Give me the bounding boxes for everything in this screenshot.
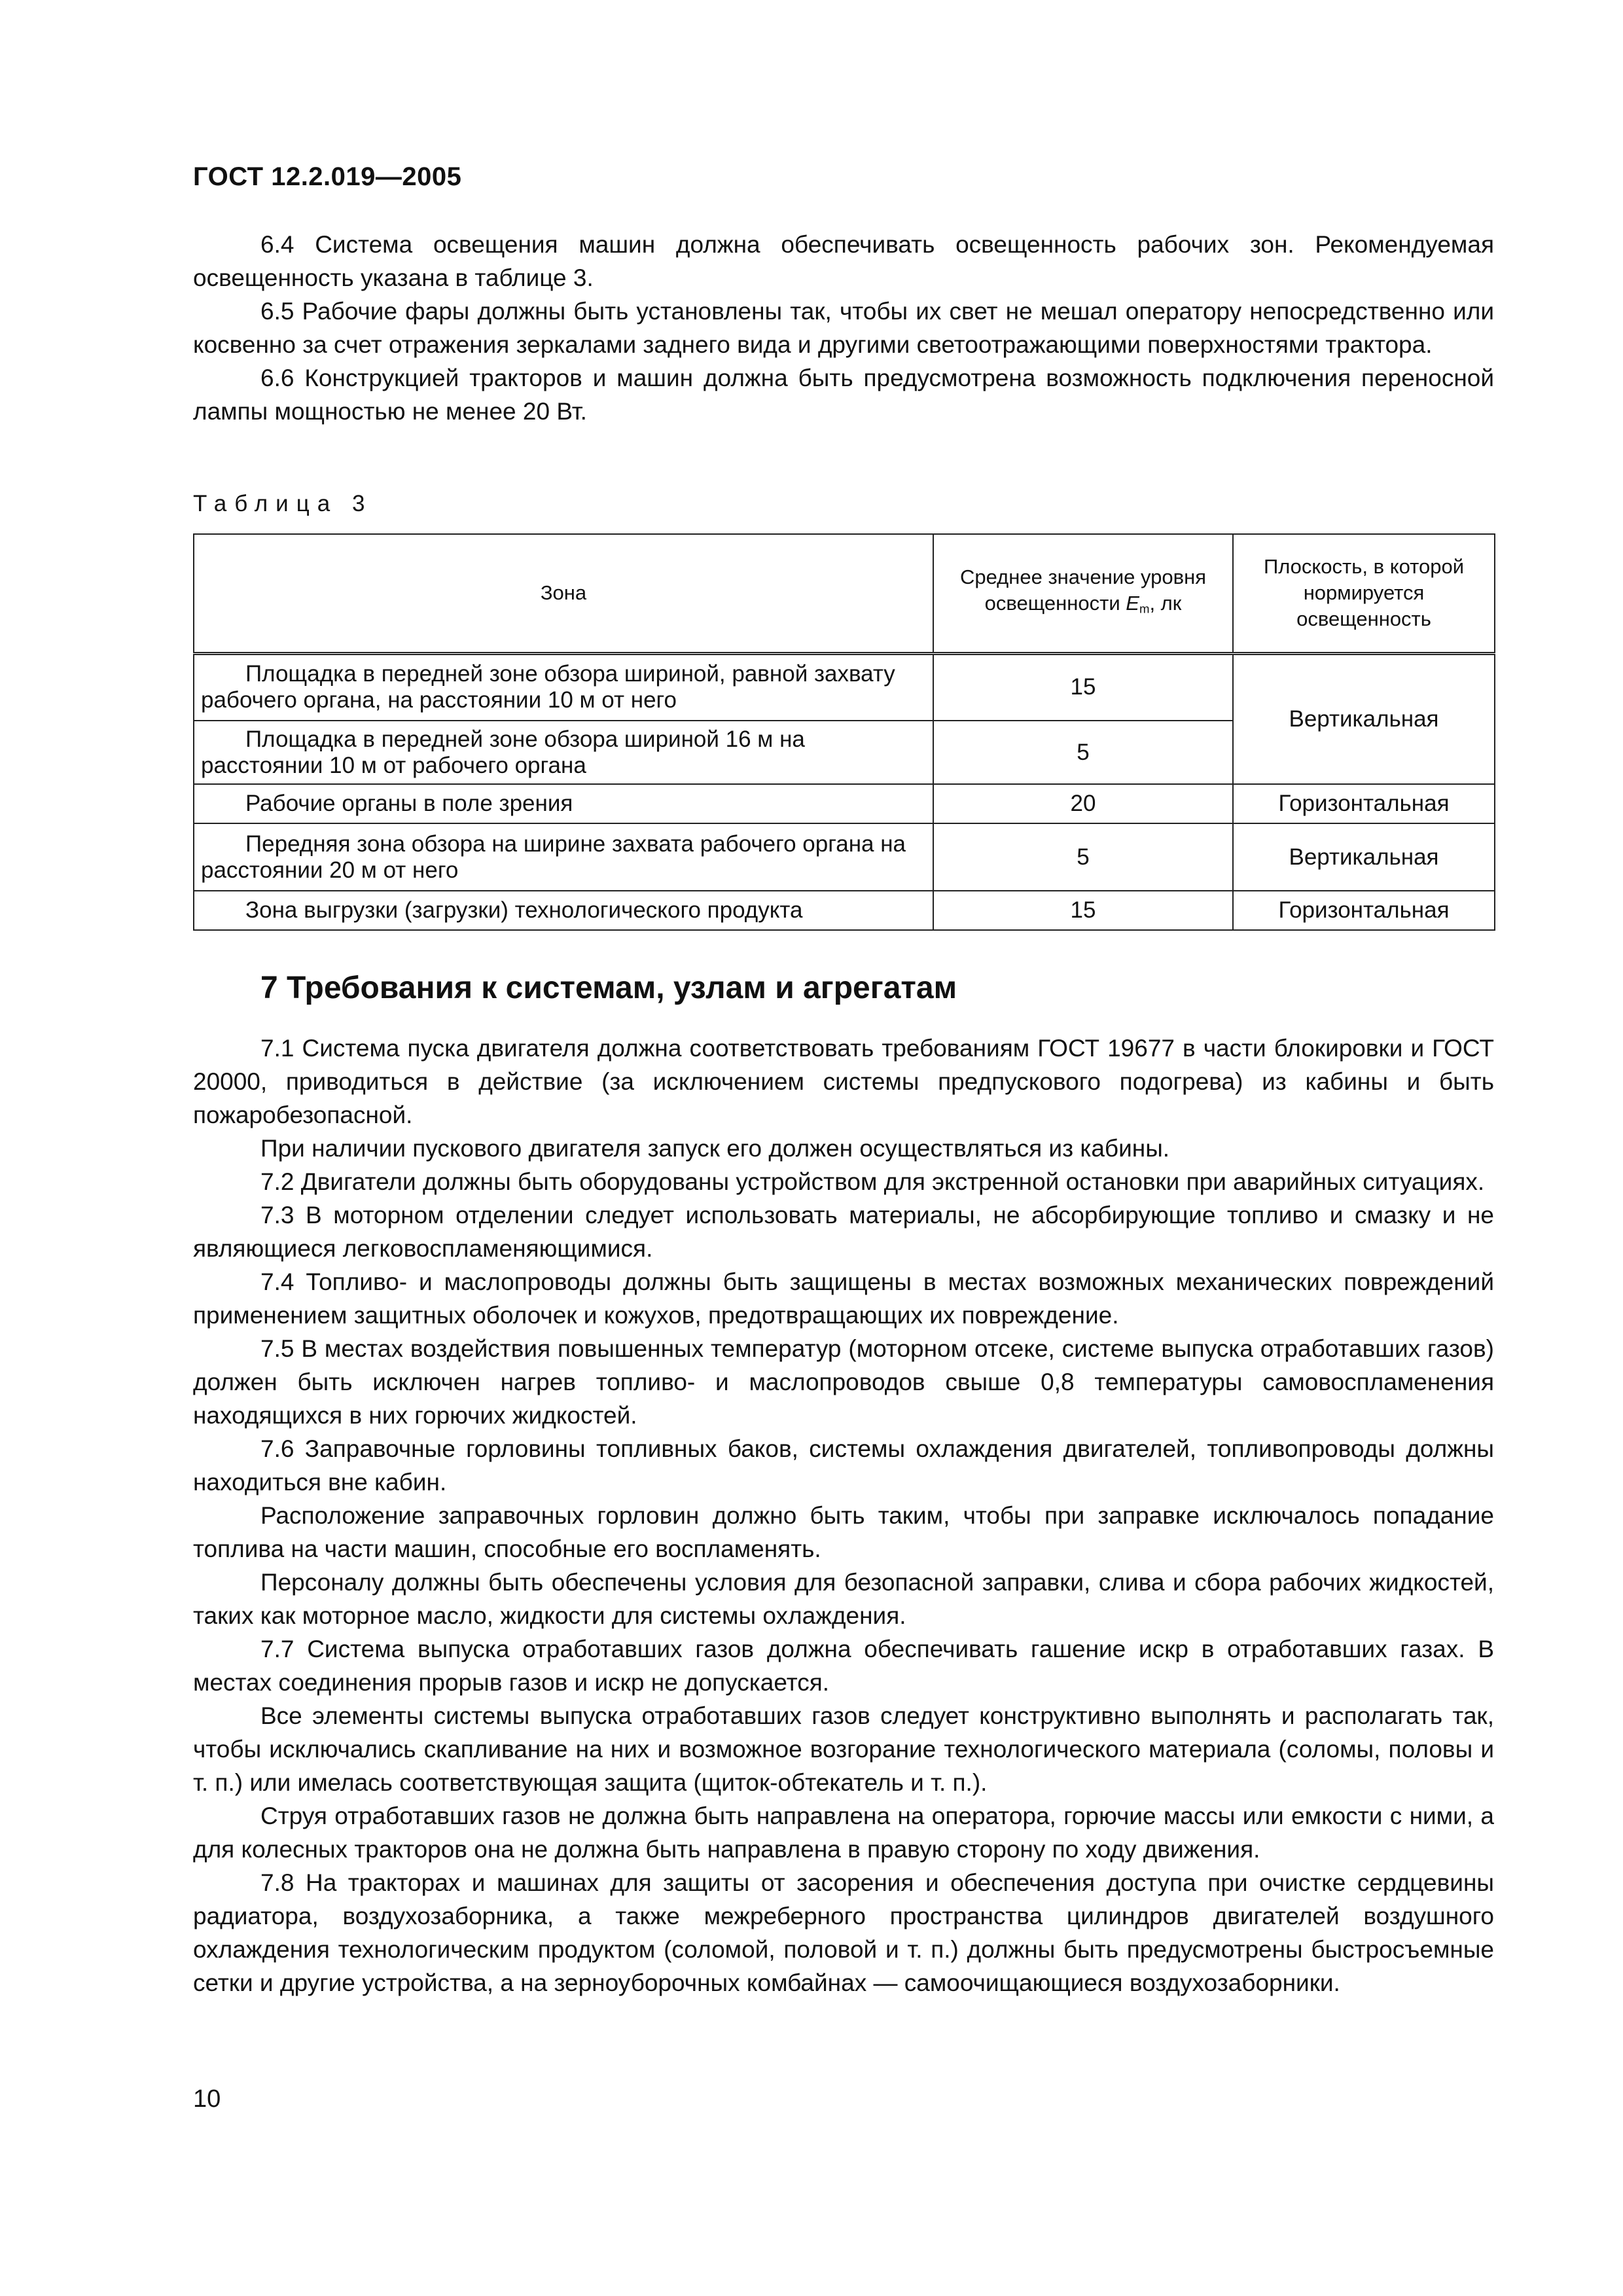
clause-6-6: 6.6 Конструкцией тракторов и машин должна быть предусмотрена возможность подключения переносной лампы мощностью не менее 20 Вт. <box>193 365 1494 425</box>
cell-zone <box>194 891 933 930</box>
cell-zone <box>194 721 933 784</box>
header-zone: Зона <box>194 534 933 653</box>
cell-zone-text: Площадка в передней зоне обзора шириной, равной захвату рабочего органа, на расстоянии 10 м от него <box>201 661 895 713</box>
cell-value: 5 <box>933 823 1233 891</box>
cell-value: 20 <box>933 784 1233 823</box>
cell-plane: Вертикальная <box>1233 653 1495 784</box>
header-illuminance-text: Среднее значение уровня освещенности <box>959 565 1207 615</box>
cell-zone-text: Площадка в передней зоне обзора шириной 16 м на расстоянии 10 м от рабочего органа <box>201 726 805 778</box>
clause-7-1-note: При наличии пускового двигателя запуск его должен осуществляться из кабины. <box>260 1135 1170 1162</box>
cell-value: 15 <box>933 653 1233 721</box>
cell-zone-text: Рабочие органы в поле зрения <box>245 791 573 816</box>
cell-plane: Вертикальная <box>1233 823 1495 891</box>
table-row <box>194 823 1495 891</box>
clause-7-7-elements: Все элементы системы выпуска отработавших газов следует конструктивно выполнять и располагать так, чтобы исключались скапливание на них и возможное возгорание технологического материала (соломы, половы и т. п.) или имелась соответствующая защита (щиток-обтекатель и т. п.). <box>193 1702 1494 1796</box>
cell-value: 15 <box>933 891 1233 930</box>
table-3 <box>193 533 1495 931</box>
page-number: 10 <box>193 2085 221 2113</box>
table-row <box>194 784 1495 823</box>
table-row <box>194 653 1495 721</box>
clauses-7 <box>193 1031 1494 2000</box>
cell-zone-text: Зона выгрузки (загрузки) технологического продукта <box>245 897 803 923</box>
cell-zone-text: Передняя зона обзора на ширине захвата рабочего органа на расстоянии 20 м от него <box>201 831 906 883</box>
cell-zone <box>194 784 933 823</box>
cell-zone <box>194 823 933 891</box>
section-7-heading: 7 Требования к системам, узлам и агрегатам <box>260 971 957 1005</box>
header-plane: Плоскость, в которой нормируется освещенность <box>1233 534 1495 653</box>
header-illuminance-subscript: m <box>1139 601 1150 616</box>
header-illuminance-symbol: E <box>1126 591 1139 615</box>
clause-7-4: 7.4 Топливо- и маслопроводы должны быть защищены в местах возможных механических повреждений применением защитных оболочек и кожухов, предотвращающих их повреждение. <box>193 1268 1494 1329</box>
clause-7-6: 7.6 Заправочные горловины топливных баков, системы охлаждения двигателей, топливопроводы должны находиться вне кабин. <box>193 1435 1494 1496</box>
cell-plane: Горизонтальная <box>1233 891 1495 930</box>
table-header-row <box>194 534 1495 653</box>
header-illuminance <box>933 534 1233 653</box>
clause-6-5: 6.5 Рабочие фары должны быть установлены так, чтобы их свет не мешал оператору непосредственно или косвенно за счет отражения зеркалами заднего вида и другими светоотражающими поверхностями трактора. <box>193 298 1494 358</box>
cell-zone <box>194 653 933 721</box>
clause-7-1: 7.1 Система пуска двигателя должна соответствовать требованиям ГОСТ 19677 в части блокировки и ГОСТ 20000, приводиться в действие (за исключением системы предпускового подогрева) из кабины и быть пожаробезопасной. <box>193 1035 1494 1128</box>
clause-7-7-stream: Струя отработавших газов не должна быть направлена на оператора, горючие массы или емкости с ними, а для колесных тракторов она не должна быть направлена в правую сторону по ходу движения. <box>193 1803 1494 1863</box>
clause-7-5: 7.5 В местах воздействия повышенных температур (моторном отсеке, системе выпуска отработавших газов) должен быть исключен нагрев топливо- и маслопроводов свыше 0,8 температуры самовоспламенения находящихся в них горючих жидкостей. <box>193 1335 1494 1429</box>
clause-7-3: 7.3 В моторном отделении следует использовать материалы, не абсорбирующие топливо и смазку и не являющиеся легковоспламеняющимися. <box>193 1202 1494 1262</box>
clause-6-4: 6.4 Система освещения машин должна обеспечивать освещенность рабочих зон. Рекомендуемая освещенность указана в таблице 3. <box>193 231 1494 291</box>
document-code: ГОСТ 12.2.019—2005 <box>193 162 462 191</box>
cell-value: 5 <box>933 721 1233 784</box>
cell-plane: Горизонтальная <box>1233 784 1495 823</box>
clause-7-2: 7.2 Двигатели должны быть оборудованы устройством для экстренной остановки при аварийных ситуациях. <box>260 1168 1485 1195</box>
clause-7-7: 7.7 Система выпуска отработавших газов должна обеспечивать гашение искр в отработавших газах. В местах соединения прорыв газов и искр не допускается. <box>193 1636 1494 1696</box>
clause-7-6-personnel: Персоналу должны быть обеспечены условия для безопасной заправки, слива и сбора рабочих жидкостей, таких как моторное масло, жидкости для системы охлаждения. <box>193 1569 1494 1629</box>
clause-7-8: 7.8 На тракторах и машинах для защиты от засорения и обеспечения доступа при очистке сердцевины радиатора, воздухозаборника, а также межреберного пространства цилиндров двигателей воздушного охлаждения технологическим продуктом (соломой, половой и т. п.) должны быть предусмотрены быстросъемные сетки и другие устройства, а на зерноуборочных комбайнах — самоочищающиеся воздухозаборники. <box>193 1869 1494 1996</box>
table-caption: Таблица 3 <box>193 491 373 516</box>
table-row <box>194 891 1495 930</box>
clauses-6 <box>193 228 1494 428</box>
header-illuminance-unit: , лк <box>1149 591 1182 615</box>
illumination-table <box>193 533 1494 931</box>
clause-7-6-location: Расположение заправочных горловин должно быть таким, чтобы при заправке исключалось попадание топлива на части машин, способные его воспламенять. <box>193 1502 1494 1562</box>
